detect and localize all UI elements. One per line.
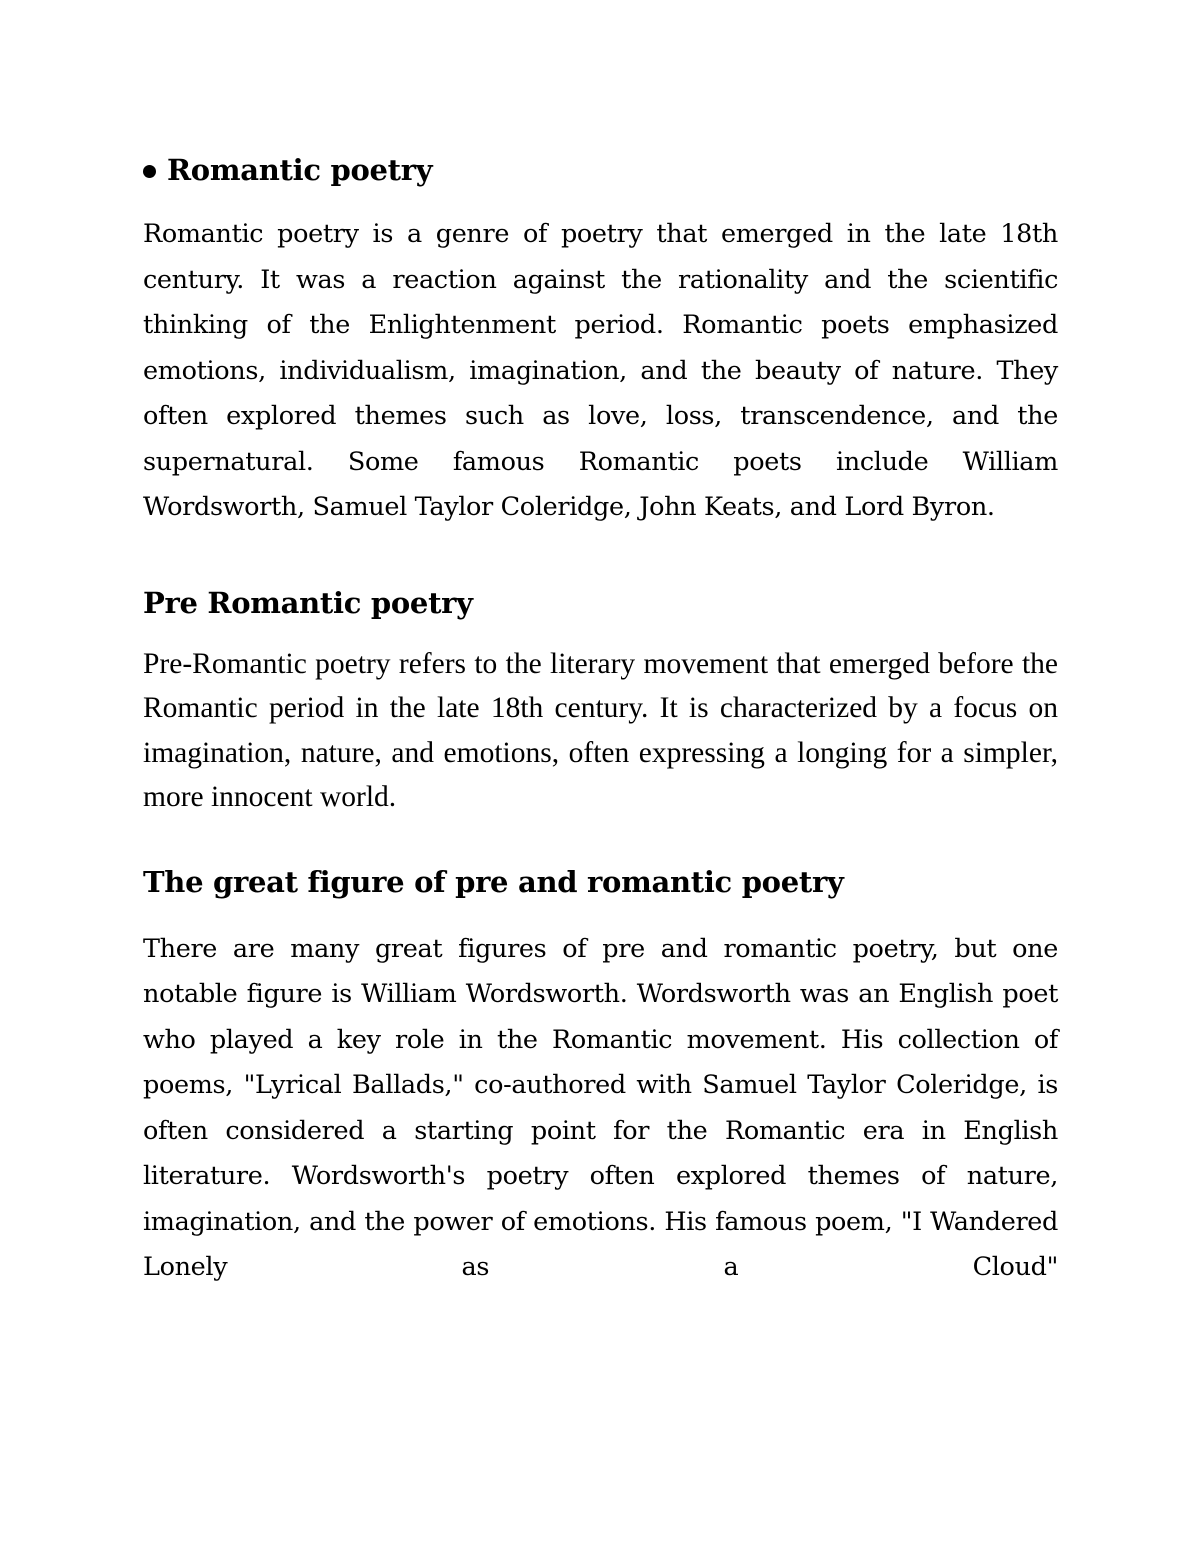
bullet-icon — [143, 165, 156, 178]
section-heading-great-figure: The great figure of pre and romantic poetry — [143, 864, 844, 899]
section-heading-romantic-poetry — [143, 148, 1058, 192]
section3-paragraph: There are many great figures of pre and romantic poetry, but one notable figure is William Wordsworth. Wordsworth was an English poet who played a key role in the Romantic movement. His collection of poems, "Lyrical Ballads," co-authored with Samuel Taylor Coleridge, is often considered a starting point for the Romantic era in English literature. Wordsworth's poetry often explored themes of nature, imagination, and the power of emotions. His famous poem, "I Wandered Lonely as a Cloud" — [143, 933, 1058, 1282]
section-heading-pre-romantic-poetry: Pre Romantic poetry — [143, 585, 473, 620]
section2-paragraph: Pre-Romantic poetry refers to the literary movement that emerged before the Romantic period in the late 18th century. It is characterized by a focus on imagination, nature, and emotions, often expressing a longing for a simpler, more innocent world. — [143, 647, 1058, 813]
section1-heading-text: Romantic poetry — [167, 153, 433, 187]
document-content — [143, 148, 1058, 1291]
section1-paragraph: Romantic poetry is a genre of poetry that emerged in the late 18th century. It was a reaction against the rationality and the scientific thinking of the Enlightenment period. Romantic poets emphasized emotions, individualism, imagination, and the beauty of nature. They often explored themes such as love, loss, transcendence, and the supernatural. Some famous Romantic poets include William Wordsworth, Samuel Taylor Coleridge, John Keats, and Lord Byron. — [143, 219, 1058, 522]
